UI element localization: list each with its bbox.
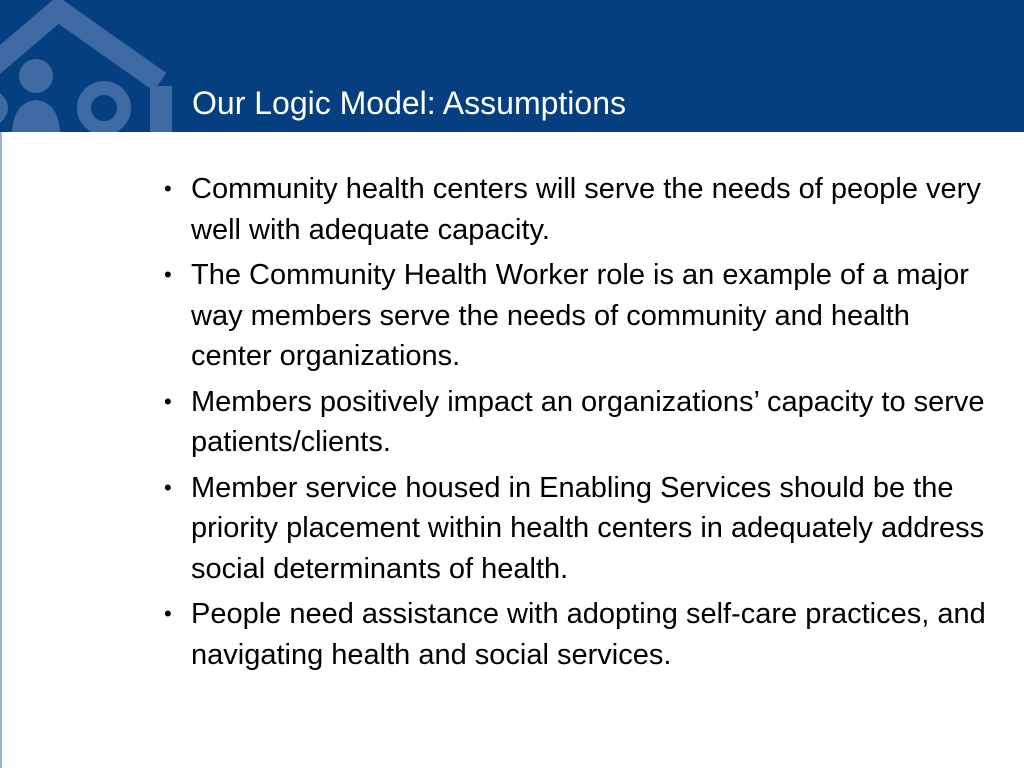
bullet-glyph: • [164,474,172,500]
left-rule [0,132,2,768]
slide-title: Our Logic Model: Assumptions [192,85,626,121]
bullet-item [160,169,990,250]
bullet-item [160,594,990,675]
bullet-text: People need assistance with adopting self-care practices, and navigating health and social services. [191,598,986,671]
bullet-glyph: • [164,262,172,287]
bullet-glyph: • [164,388,172,414]
bullet-text: Members positively impact an organizations’ capacity to serve patients/clients. [191,385,985,458]
bullet-item [160,255,990,377]
bullet-item [160,382,990,463]
bullet-text: The Community Health Worker role is an example of a major way members serve the needs of community and health center organizations. [191,259,969,372]
bullet-glyph: • [164,176,172,201]
bullet-text: Member service housed in Enabling Services should be the priority placement within health centers in adequately address social determinants of health. [191,471,985,585]
house-logo-watermark-icon [0,0,200,132]
bullet-text: Community health centers will serve the needs of people very well with adequate capacity. [191,173,981,246]
bullet-list [160,169,990,680]
bullet-item [160,468,990,590]
bullet-glyph: • [164,601,172,626]
